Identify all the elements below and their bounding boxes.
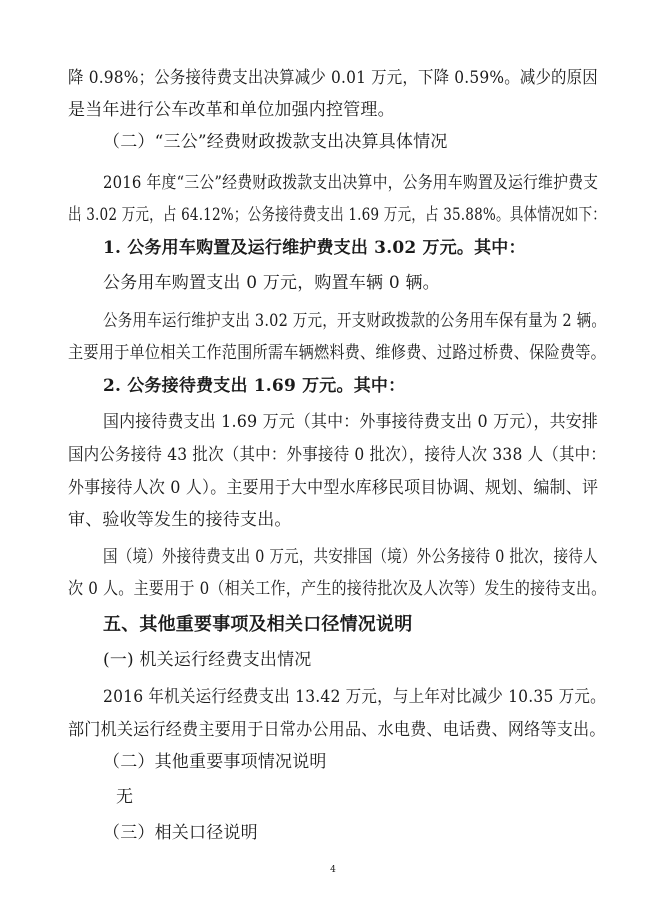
paragraph-line: 是当年进行公车改革和单位加强内控管理。	[68, 100, 395, 120]
paragraph-line: 国内接待费支出 1.69 万元（其中：外事接待费支出 0 万元），共安排	[103, 412, 598, 432]
paragraph-line: 国内公务接待 43 批次（其中：外事接待 0 批次），接待人次 338 人（其中：	[68, 445, 607, 465]
paragraph-line: 公务用车运行维护支出 3.02 万元，开支财政拨款的公务用车保有量为 2 辆。	[103, 311, 607, 331]
page-number: 4	[330, 865, 336, 875]
paragraph-line: 出 3.02 万元，占 64.12%；公务接待费支出 1.69 万元，占 35.88%。具体情况如下：	[68, 205, 606, 225]
paragraph-line: 审、验收等发生的接待支出。	[68, 510, 292, 530]
paragraph-line: 外事接待人次 0 人）。主要用于大中型水库移民项目协调、规划、编制、评	[68, 478, 599, 498]
paragraph-line: 降 0.98%；公务接待费支出决算减少 0.01 万元，下降 0.59%。减少的原因	[68, 68, 598, 88]
subsection-heading: 2. 公务接待费支出 1.69 万元。其中：	[103, 376, 406, 396]
section-heading: （三）相关口径说明	[103, 823, 258, 843]
paragraph-line: 次 0 人。主要用于 0（相关工作，产生的接待批次及人次等）发生的接待支出。	[68, 579, 607, 599]
section-heading: （二）其他重要事项情况说明	[103, 752, 327, 772]
paragraph-line: 2016 年度“三公”经费财政拨款支出决算中，公务用车购置及运行维护费支	[103, 173, 599, 193]
paragraph-line: 主要用于单位相关工作范围所需车辆燃料费、维修费、过路过桥费、保险费等。	[68, 343, 606, 363]
section-heading: (一) 机关运行经费支出情况	[103, 650, 312, 670]
paragraph-line: 公务用车购置支出 0 万元，购置车辆 0 辆。	[103, 273, 440, 293]
subsection-heading: 1. 公务用车购置及运行维护费支出 3.02 万元。其中：	[103, 238, 526, 258]
paragraph-line: 无	[116, 787, 134, 807]
paragraph-line: 2016 年机关运行经费支出 13.42 万元，与上年对比减少 10.35 万元。	[103, 687, 606, 707]
paragraph-line: 国（境）外接待费支出 0 万元，共安排国（境）外公务接待 0 批次，接待人	[103, 547, 598, 567]
paragraph-line: 部门机关运行经费主要用于日常办公用品、水电费、电话费、网络等支出。	[68, 720, 606, 740]
chapter-heading: 五、其他重要事项及相关口径情况说明	[103, 614, 413, 635]
section-heading: （二）“三公”经费财政拨款支出决算具体情况	[103, 132, 448, 152]
